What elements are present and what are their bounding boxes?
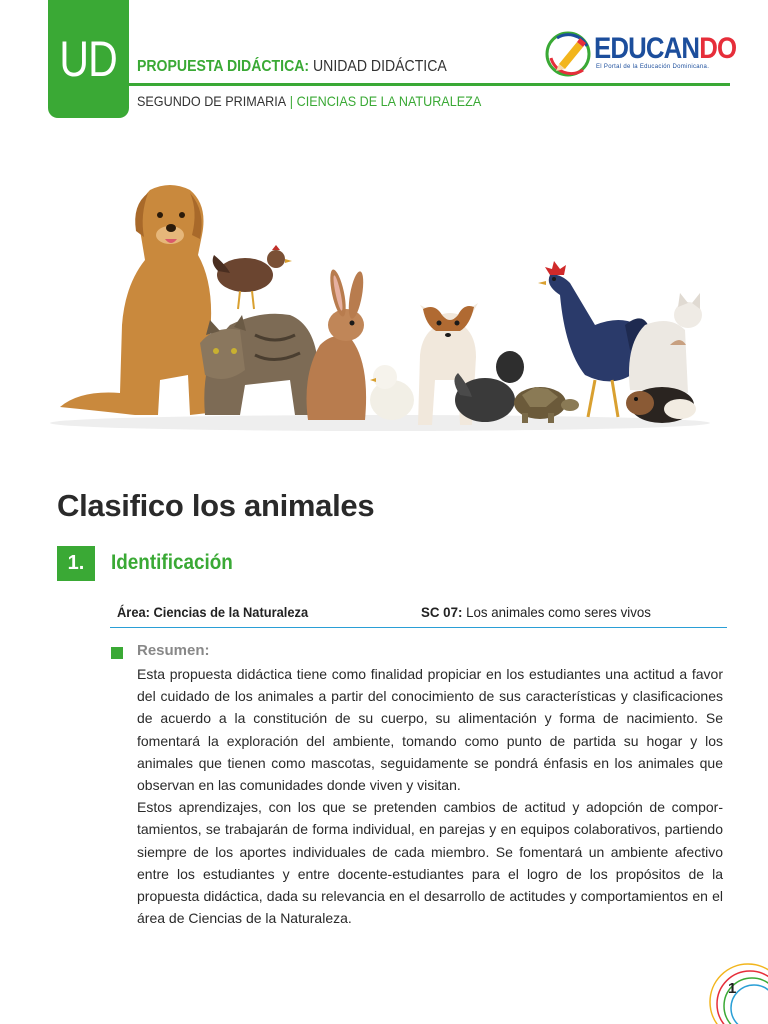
header-title xyxy=(137,58,447,76)
sc-code: SC 07: xyxy=(421,604,463,620)
section-number: 1. xyxy=(57,546,95,581)
animals-photo xyxy=(40,175,720,440)
sc-text: Los animales como seres vivos xyxy=(466,604,651,620)
bullet-square-icon xyxy=(111,647,123,659)
header-rule xyxy=(129,83,730,86)
section-divider xyxy=(110,627,727,628)
pencil-circle-icon xyxy=(543,28,593,80)
area-label: Área: Ciencias de la Naturaleza xyxy=(117,604,309,620)
header-separator: | xyxy=(289,93,294,109)
header-subject: CIENCIAS DE LA NATURALEZA xyxy=(296,93,482,109)
resumen-text xyxy=(137,663,723,929)
header-subtitle xyxy=(137,93,481,109)
dog-illustration xyxy=(60,185,211,415)
header-title-dark: UNIDAD DIDÁCTICA xyxy=(313,58,447,75)
white-cat-illustration xyxy=(629,293,702,393)
header-grade: SEGUNDO DE PRIMARIA xyxy=(137,93,287,109)
hen-illustration xyxy=(213,245,292,309)
logo-text-blue: EDUCAN xyxy=(594,32,700,65)
logo-tagline: El Portal de la Educación Dominicana. xyxy=(596,64,710,70)
logo-text-red: DO xyxy=(699,32,737,65)
white-chick-illustration xyxy=(370,365,414,420)
page-number: 1 xyxy=(728,980,737,997)
logo-wordmark xyxy=(594,32,736,66)
resumen-paragraph-1: Esta propuesta didáctica tiene como finalidad propiciar en los estudiantes una actitud a favor del cuidado de los animales a partir del conocimiento de sus características y clasificaciones de acuerdo a la constitución de su cuerpo, su alimentación y forma de nacimiento. Se fomentará la exploración del ambiente, tomando como punto de partida su hogar y los animales que tienen como mascotas, seguidamente se pondrá énfasis en los animales que observan en las comunidades donde viven y visitan. xyxy=(137,666,723,794)
sc-info xyxy=(421,604,651,620)
resumen-paragraph-2: Estos aprendizajes, con los que se pretenden cambios de actitud y adopción de comportamientos, se trabajarán de forma individual, en parejas y en equipos colaborativos, partiendo siempre de los aportes individuales de cada miembro. Se fomentará un ambiente afectivo entre los estudiantes y entre docente-estudiantes para el logro de los propósitos de la propuesta didáctica, dada su relevancia en el desarrollo de actitudes y comportamientos en el área de Ciencias de la Naturaleza. xyxy=(137,799,723,927)
cat-illustration xyxy=(200,314,318,415)
rabbit-illustration xyxy=(307,268,367,420)
header-title-green: PROPUESTA DIDÁCTICA: xyxy=(137,58,310,75)
ud-tab-label: UD xyxy=(59,31,118,87)
page-title: Clasifico los animales xyxy=(57,488,375,523)
section-title: Identificación xyxy=(111,551,233,574)
educando-logo xyxy=(543,28,737,80)
resumen-label: Resumen: xyxy=(137,642,210,659)
ud-tab xyxy=(48,0,129,118)
